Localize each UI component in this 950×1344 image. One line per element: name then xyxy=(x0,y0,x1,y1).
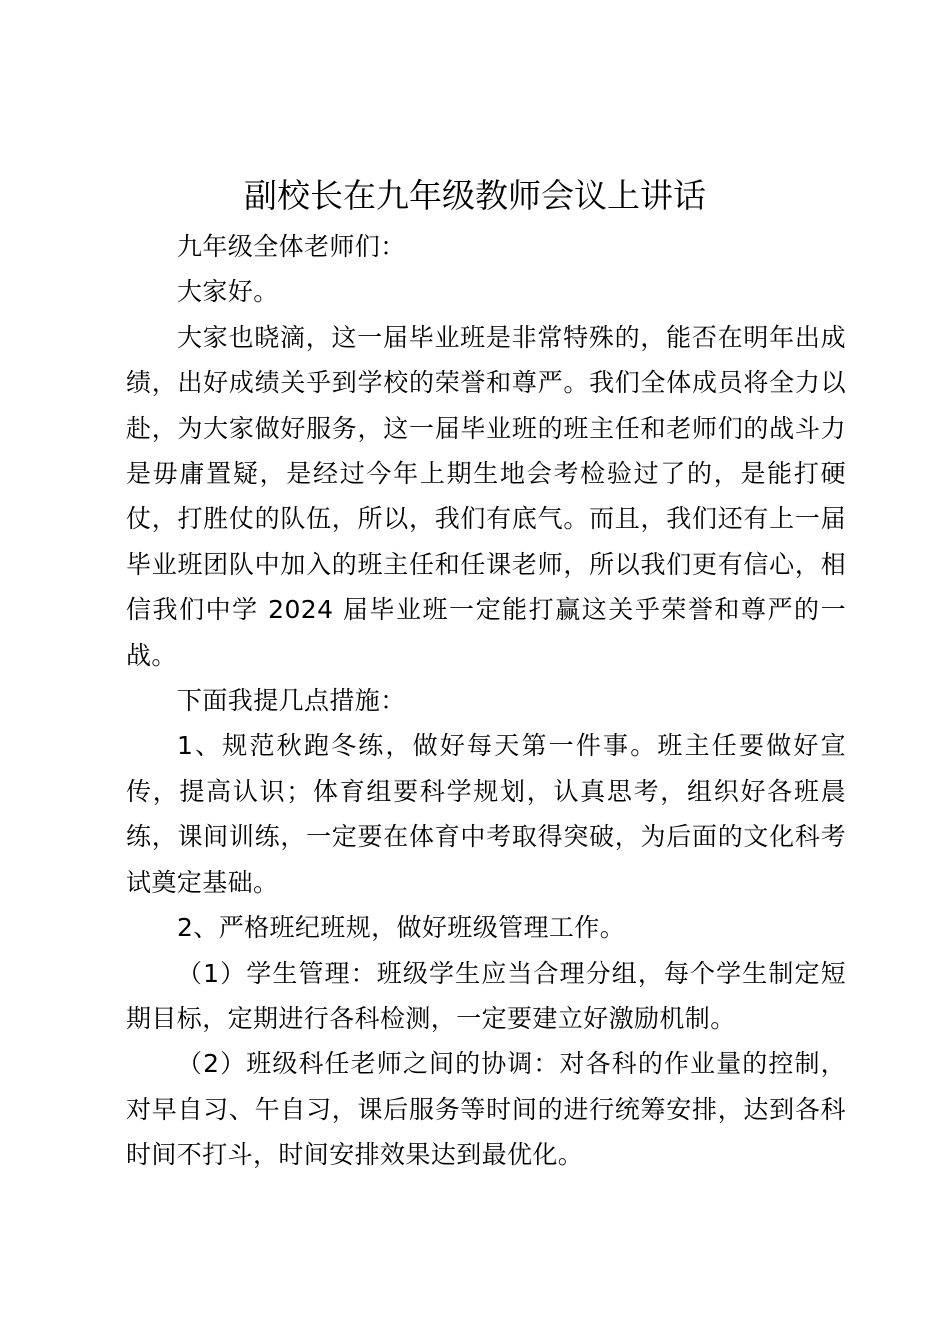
salutation-paragraph: 大家好。 xyxy=(177,277,279,307)
document-body xyxy=(126,224,846,1178)
measure-2-2-paragraph: （2）班级科任老师之间的协调：对各科的作业量的控制，对早自习、午自习，课后服务等时间的进行统筹安排，达到各科时间不打斗，时间安排效果达到最优化。 xyxy=(126,1049,846,1170)
measure-2-1-paragraph: （1）学生管理：班级学生应当合理分组，每个学生制定短期目标，定期进行各科检测，一定要建立好激励机制。 xyxy=(126,958,846,1033)
measures-heading-paragraph: 下面我提几点措施： xyxy=(177,686,406,716)
measure-1-paragraph: 1、规范秋跑冬练，做好每天第一件事。班主任要做好宣传，提高认识；体育组要科学规划，认真思考，组织好各班晨练，课间训练，一定要在体育中考取得突破，为后面的文化科考试奠定基础。 xyxy=(126,731,846,897)
measure-2-paragraph: 2、严格班纪班规，做好班级管理工作。 xyxy=(177,913,626,943)
intro-paragraph: 大家也晓滴，这一届毕业班是非常特殊的，能否在明年出成绩，出好成绩关乎到学校的荣誉和尊严。我们全体成员将全力以赴，为大家做好服务，这一届毕业班的班主任和老师们的战斗力是毋庸置疑，是经过今年上期生地会考检验过了的，是能打硬仗，打胜仗的队伍，所以，我们有底气。而且，我们还有上一届毕业班团队中加入的班主任和任课老师，所以我们更有信心，相信我们中学 2024 届毕业班一定能打赢这关乎荣誉和尊严的一战。 xyxy=(126,322,846,670)
greeting-paragraph: 九年级全体老师们： xyxy=(177,232,406,261)
document-title: 副校长在九年级教师会议上讲话 xyxy=(244,176,706,215)
